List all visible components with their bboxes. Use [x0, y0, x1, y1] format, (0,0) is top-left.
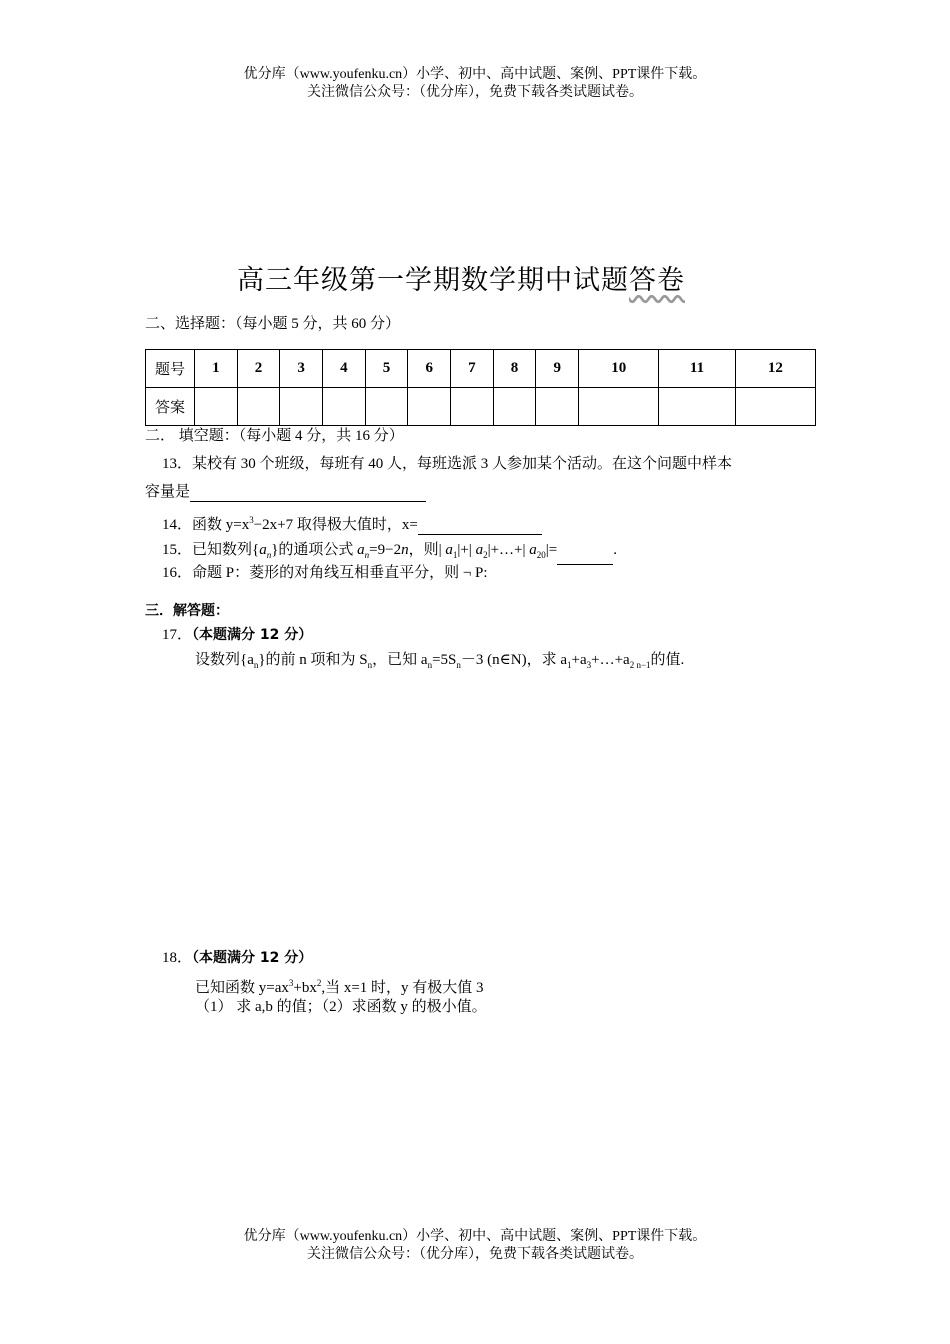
q18-sup: 3	[288, 978, 294, 988]
q13-answer-blank[interactable]	[190, 485, 426, 502]
q15	[162, 540, 617, 565]
q17-part: =5S	[432, 652, 457, 668]
q-number: 2	[237, 350, 280, 388]
answer-cell[interactable]	[451, 388, 494, 426]
q15-text: }的通项公式	[271, 542, 358, 558]
number-row	[146, 350, 816, 388]
q17-part: 的值.	[650, 652, 685, 668]
q14-prefix: 14．函数 y=x	[162, 517, 250, 533]
q-number: 8	[493, 350, 536, 388]
answer-cell[interactable]	[365, 388, 408, 426]
q15-a: a	[529, 542, 537, 558]
q14-suffix: −2x+7 取得极大值时，x=	[253, 517, 418, 533]
answer-cell[interactable]	[195, 388, 238, 426]
answer-cell[interactable]	[659, 388, 735, 426]
q15-sub-20: 20	[536, 550, 546, 560]
q17-answer-area[interactable]	[145, 680, 815, 940]
q15-sub-2: 2	[483, 550, 488, 560]
q-number: 3	[280, 350, 323, 388]
q17-part: }的前 n 项和为 S	[258, 652, 368, 668]
q15-answer-blank[interactable]	[557, 548, 613, 565]
q15-a: a	[475, 542, 484, 558]
q-number: 7	[451, 350, 494, 388]
row-label-number: 题号	[146, 350, 195, 388]
header-line-2: 关注微信公众号：（优分库），免费下载各类试题试卷。	[307, 85, 643, 100]
q17-sub: 2 n−1	[629, 660, 651, 670]
q14-answer-blank[interactable]	[418, 518, 542, 535]
q13-line-1: 13．某校有 30 个班级，每班有 40 人，每班选派 3 人参加某个活动。在这个问题中样本	[162, 456, 733, 472]
title-tail: 答卷	[629, 265, 685, 295]
q15-sub-n: n	[364, 550, 370, 560]
q17-sub: n	[427, 660, 433, 670]
q13-line-2	[145, 482, 426, 502]
q15-text: |+|	[457, 542, 476, 558]
q14-exponent: 3	[249, 515, 254, 525]
q17-title	[162, 625, 312, 645]
fill-heading: 二． 填空题：（每小题 4 分，共 16 分）	[145, 428, 404, 444]
q15-sub-1: 1	[452, 550, 458, 560]
answer-row	[146, 388, 816, 426]
q15-n: n	[401, 542, 409, 558]
q18-sup: 2	[316, 978, 322, 988]
solve-heading: 三．解答题：	[145, 603, 229, 619]
title-main: 高三年级第一学期数学期中试题	[237, 265, 629, 295]
q13-label: 容量是	[145, 484, 191, 500]
page-title	[0, 258, 922, 297]
q-number: 6	[408, 350, 451, 388]
q15-text: =9−2	[369, 542, 402, 558]
q18-part: +bx	[293, 980, 317, 996]
q15-text: |+…+|	[487, 542, 530, 558]
answer-cell[interactable]	[323, 388, 366, 426]
q18-answer-area[interactable]	[145, 1025, 815, 1215]
q17-sub: n	[456, 660, 461, 670]
q16: 16．命题 P：菱形的对角线互相垂直平分，则 ¬ P:	[162, 565, 488, 581]
q17-number: 17．	[162, 627, 193, 643]
q17-part: 设数列{a	[195, 652, 254, 668]
q-number: 12	[735, 350, 815, 388]
q17-sub: 1	[566, 660, 572, 670]
answer-cell[interactable]	[493, 388, 536, 426]
q17-part: ，已知 a	[372, 652, 428, 668]
answer-cell[interactable]	[579, 388, 659, 426]
q18-title	[162, 948, 312, 968]
q15-a: a	[445, 542, 453, 558]
answer-cell[interactable]	[237, 388, 280, 426]
answer-cell[interactable]	[536, 388, 579, 426]
q17-score: （本题满分 12 分）	[192, 627, 313, 643]
answer-table	[145, 349, 816, 426]
q15-text: |=	[545, 542, 558, 558]
q-number: 11	[659, 350, 735, 388]
q18-number: 18．	[162, 950, 193, 966]
row-label-answer: 答案	[146, 388, 195, 426]
q15-text: ，则|	[408, 542, 446, 558]
q-number: 10	[579, 350, 659, 388]
q15-a: a	[357, 542, 365, 558]
q-number: 9	[536, 350, 579, 388]
q18-part: ,当 x=1 时，y 有极大值 3	[321, 980, 484, 996]
q17-part: －3 (n∈N)，求 a	[460, 652, 567, 668]
q17-text	[195, 650, 684, 675]
q-number: 1	[195, 350, 238, 388]
q17-part: +a	[571, 652, 587, 668]
footer-line-1: 优分库（www.youfenku.cn）小学、初中、高中试题、案例、PPT课件下载。	[243, 1229, 707, 1244]
answer-cell[interactable]	[280, 388, 323, 426]
q17-sub: 3	[586, 660, 592, 670]
header-line-1: 优分库（www.youfenku.cn）小学、初中、高中试题、案例、PPT课件下载。	[243, 67, 707, 82]
q14	[162, 510, 542, 535]
q18-part: 已知函数 y=ax	[195, 980, 289, 996]
answer-cell[interactable]	[735, 388, 815, 426]
choice-heading: 二、选择题：（每小题 5 分，共 60 分）	[145, 316, 401, 332]
q15-sub-n: n	[266, 550, 272, 560]
q-number: 5	[365, 350, 408, 388]
q15-text: 15．已知数列{	[162, 542, 260, 558]
q-number: 4	[323, 350, 366, 388]
q15-period: .	[613, 542, 617, 558]
q18-line-1	[195, 973, 484, 998]
footer-line-2: 关注微信公众号：（优分库），免费下载各类试题试卷。	[307, 1247, 643, 1262]
q17-sub: n	[367, 660, 373, 670]
q15-a: a	[259, 542, 267, 558]
q17-sub: n	[253, 660, 259, 670]
q18-line-2: （1） 求 a,b 的值；（2）求函数 y 的极小值。	[195, 999, 487, 1015]
q18-score: （本题满分 12 分）	[192, 950, 313, 966]
answer-cell[interactable]	[408, 388, 451, 426]
q17-part: +…+a	[591, 652, 630, 668]
